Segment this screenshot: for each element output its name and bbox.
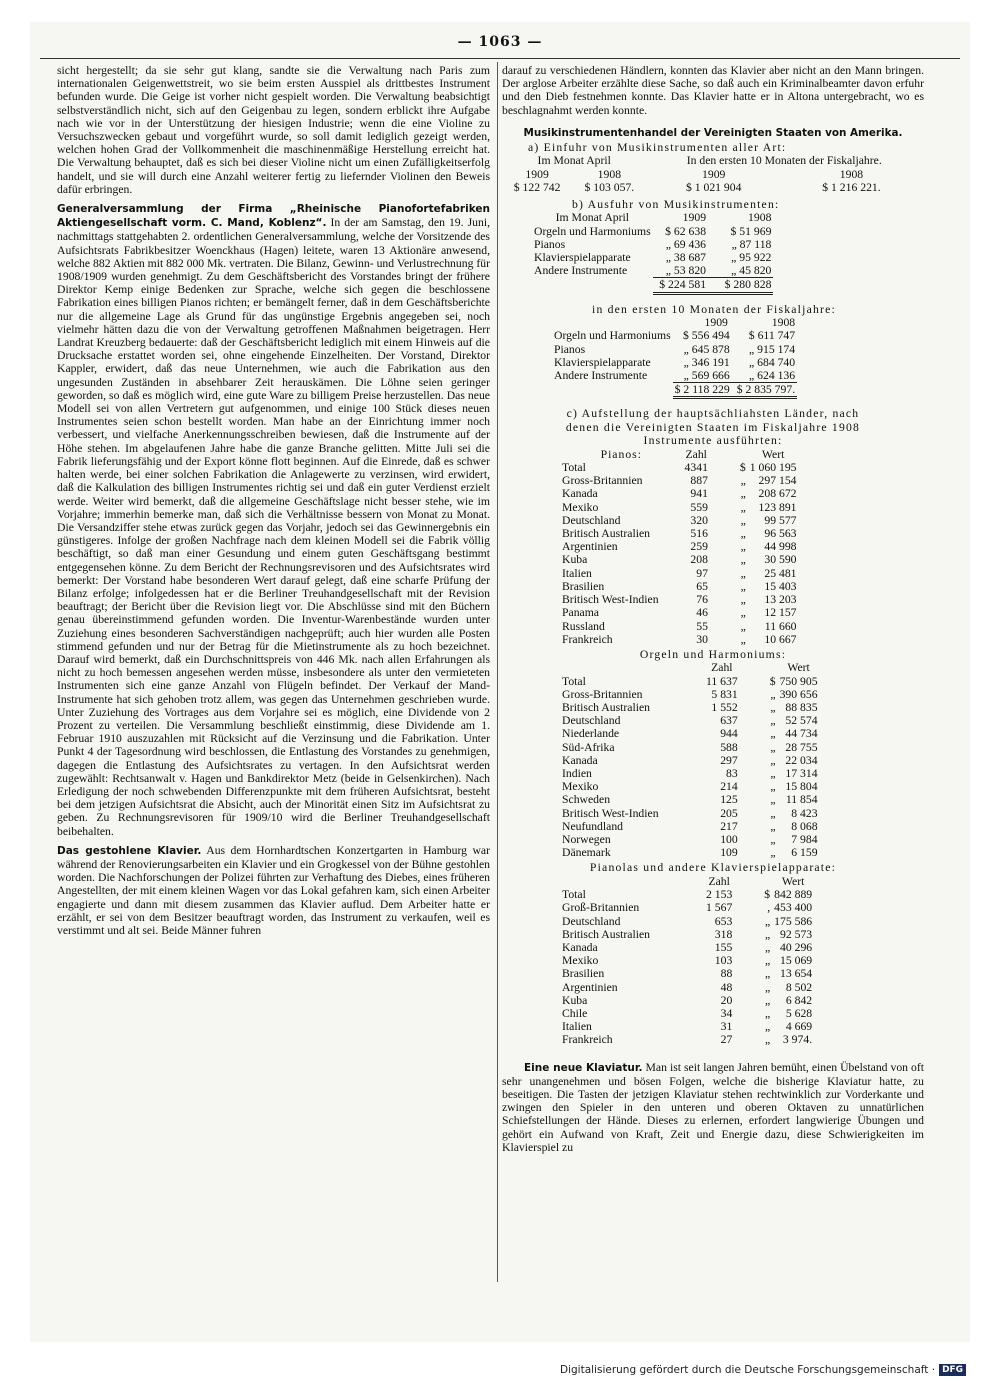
count-cell: 214 xyxy=(720,780,738,794)
table-row xyxy=(560,461,799,474)
stolen-piano-continuation: darauf zu verschiedenen Händlern, konnten das Klavier aber nicht an den Mann bringen. Der arglose Arbeiter erzählte diese Sache, so daß auch ein Kriminalbeamter davon erfuhr und den Dieb festnehmen konnte. Das Klavier hatte er in Altona untergebracht, wo es beschlagnahmt werden konnte. xyxy=(502,64,924,117)
table-row xyxy=(560,593,799,606)
value-cell: 44 734 xyxy=(785,727,818,741)
count-cell: 48 xyxy=(720,980,733,994)
value-cell: 12 157 xyxy=(764,606,797,620)
country-cell: Russland xyxy=(562,619,605,633)
table-row xyxy=(560,846,820,859)
country-cell: Mexiko xyxy=(562,954,599,968)
currency-cell: „ xyxy=(770,833,776,847)
count-cell: 944 xyxy=(720,727,738,741)
export-fiscal-table xyxy=(552,316,797,399)
general-meeting-body: In der am Samstag, den 19. Juni, nachmittags stattgehabten 2. ordentlichen Generalversammlung, welche der Vorsitzende des Aufsichtsrats Fabrikbesitzer Woenckhaus (Hagen) leitete, waren 13 Aktionäre anwesend, welche 882 Aktien mit 882 000 Mk. vertraten. Die Bilanz, Gewinn- und Verlustrechnung für 1908/1909 wurden genehmigt. Zu dem Geschäftsbericht des Vorstandes bringt der frühere Direktor Kemp einige Bedenken zur Sprache, welche sich gegen die beschlossene Fabrikation eines billigen Pianos richten; er bemängelt ferner, daß in dem Geschäftsberichte nur die allgemeine Lage als Grund für das ungünstige Ergebnis angegeben sei, noch vielmehr hätten dazu die von der Verwaltung getroffenen Maßnahmen beigetragen. Herr Landrat Kreuzberg bedauerte: daß der Geschäftsbericht lediglich mit einem Hinweis auf die Drucksache erstattet worden sei, ohne eingehende Einzelheiten. Der Vorstand, Direktor Kappler, erwidert, daß das neue Unternehmen, wie auch die Fabrikation aus den ungesunden Zuständen in absehbarer Zeit herauskämen. Die Löhne seien geringer geworden, so daß es möglich wird, eine gute Ware zu billigem Preise herzustellen. Das neue Modell sei von allen Vertretern gut aufgenommen, und einige 100 Stück dieses neuen Instrumentes seien schon bestellt worden. Man habe an der Einrichtung immer noch verbessert, und vielfache Anerkennungsschreiben bewiesen, daß die Instrumente auf der Höhe stehen. Im abgelaufenen Jahre habe die ganze Branche gelitten. Mitte Juli sei die Fabrik lieferungsfähig und der Export könne flott beginnen. Auf die Einrede, daß es schwer halten werde, bei einer solchen Fabrikation die Anlagewerte zu verzinsen, wird erwidert, daß die Kalkulation des billigen Instrumentes richtig sei und daß ein guter Verdienst erzielt werde. Weiter wird bemerkt, daß die allgemeine Geschäftslage nicht besser stehe, wie im Vorjahre; immerhin bemerke man, daß sich die Verhältnisse bessern von Monat zu Monat. Die Versandziffer stehe etwas zurück gegen das Vorjahr, jedoch sei das Gewinnergebnis ein günstigeres. Infolge der großen Nachfrage nach dem kleinen Modell sei die Fabrik völlig beschäftigt, so daß man einer Gesundung und einem guten Geschäftsgang bestimmt entgegensehen könne. Zu dem Bericht der Rechnungsrevisoren und des Aufsichtsrates wird bemerkt: Der Vorstand habe besonderen Wert darauf gelegt, daß eine scharfe Prüfung der Bilanz erfolge; infolgedessen hat er die Berliner Treuhandgesellschaft mit der Revision beauftragt; der Bericht über die Revision liegt vor. Die Abschlüsse sind mit den Büchern genau übereinstimmend gefunden worden. Die Inventur-Warenbestände wurden unter Zuziehung eines besonderen Sachverständigen nachgeprüft; auch hier wurden alle Posten stimmend gefunden und nur der Betrag für die Mietinstrumente als zu hoch bezeichnet. Darauf wird bemerkt, daß ein Durchschnittspreis von 446 Mk. nach allen Erfahrungen als nicht zu hoch bemessen angesehen werden müsse, insbesondere als unter den vermieteten Instrumenten sich eine ganze Anzahl von Flügeln befindet. Der Verkauf der Mand-Instrumente hat sich gehoben trotz allem, was gegen das Unternehmen geschrieben wurde. Unter Zuziehung des Vortrages aus dem Vorjahre sei es möglich, eine Dividende von 2 Prozent zu verteilen. Die Versammlung beschließt einstimmig, diese Dividende am 1. Februar 1910 auszuzahlen mit Rücksicht auf die Verzinsung und die Fabrikation. Unter Punkt 4 der Tagesordnung wird beschlossen, die Entlastung des Vorstandes zu genehmigen, dagegen die Entlastung des Aufsichtsrates zu vertagen. In den Aufsichtsrat werden zugewählt: Rechtsanwalt v. Hagen und Bankdirektor Metz (beide in Gelsenkirchen). Nach Erledigung der noch schwebenden Differenzpunkte mit dem früheren Aufsichtsrat, besteht bei dem jetzigen Aufsichtsrat die Absicht, auch der Minorität einen Sitz im Aufsichtsrat zu geben. Zu Rechnungsrevisoren für 1909/10 wird die Berliner Treuhandgesellschaft beibehalten. xyxy=(57,216,490,838)
table-row xyxy=(560,606,799,619)
currency-cell: „ xyxy=(764,1006,771,1020)
import-year: 1909 xyxy=(702,167,726,181)
country-cell: Argentinien xyxy=(562,980,618,994)
table-row: Pianos „ 645 878 „ 915 174 xyxy=(554,342,796,356)
currency-cell: „ xyxy=(770,806,776,820)
count-cell: 5 831 xyxy=(711,687,738,701)
export-fiscal-year-1908: 1908 xyxy=(771,316,796,330)
currency-cell: „ xyxy=(770,846,776,860)
table-row xyxy=(560,701,820,714)
table-row: Andere Instrumente „ 569 666 „ 624 136 xyxy=(554,368,796,382)
count-cell: 31 xyxy=(720,1020,733,1034)
wert-header: Wert xyxy=(787,661,810,675)
count-cell: 1 552 xyxy=(711,701,738,715)
table-row xyxy=(560,567,799,580)
count-cell: 637 xyxy=(720,714,738,728)
value-cell: 8 502 xyxy=(785,980,813,994)
currency-cell: „ xyxy=(764,967,771,981)
countries-title-line2: denen die Vereinigten Staaten im Fiskaljahre 1908 xyxy=(565,420,861,434)
country-cell: Britisch Australien xyxy=(562,701,650,715)
country-cell: Brasilien xyxy=(562,579,605,593)
currency-cell: „ xyxy=(770,780,776,794)
country-cell: Kanada xyxy=(562,753,598,767)
value-cell: 390 656 xyxy=(779,687,818,701)
count-cell: 109 xyxy=(720,846,738,860)
value-cell: 11 854 xyxy=(785,793,818,807)
count-cell: 88 xyxy=(720,967,733,981)
table-row xyxy=(560,981,814,994)
table-row xyxy=(560,688,820,701)
table-row xyxy=(560,793,820,806)
table-row xyxy=(560,527,799,540)
general-meeting-heading: Generalversammlung der Firma „Rheinische Pianofortefabriken Aktiengesellschaft vorm. C. Mand, Koblenz“. xyxy=(57,203,490,230)
zahl-header: Zahl xyxy=(711,661,733,675)
count-cell: 46 xyxy=(696,606,708,620)
value-cell: 8 068 xyxy=(791,819,818,833)
currency-cell: , xyxy=(767,901,771,915)
currency-cell: $ xyxy=(769,674,776,688)
count-cell: 208 xyxy=(690,553,708,567)
column-divider xyxy=(497,62,498,1282)
table-row: Pianos „ 69 436 „ 87 118 xyxy=(534,237,772,251)
pianolas-heading: Pianolas und andere Klavierspielapparate: xyxy=(589,861,837,875)
currency-cell: „ xyxy=(764,993,771,1007)
currency-cell: „ xyxy=(740,632,746,646)
value-cell: 123 891 xyxy=(758,500,797,514)
value-cell: 208 672 xyxy=(758,487,797,501)
country-cell: Chile xyxy=(562,1006,588,1020)
table-row xyxy=(560,967,814,980)
count-cell: 83 xyxy=(726,767,738,781)
country-cell: Deutschland xyxy=(562,513,621,527)
import-year: 1908 xyxy=(597,167,622,181)
country-cell: Britisch Australien xyxy=(562,527,650,541)
country-cell: Dänemark xyxy=(562,846,611,860)
country-cell: Kuba xyxy=(562,993,588,1007)
value-cell: 750 905 xyxy=(779,674,818,688)
value-cell: 28 755 xyxy=(785,740,818,754)
value-cell: 30 590 xyxy=(764,553,797,567)
country-cell: Kuba xyxy=(562,553,588,567)
value-cell: 1 060 195 xyxy=(749,461,797,475)
currency-cell: „ xyxy=(764,940,771,954)
country-cell: Argentinien xyxy=(562,540,618,554)
country-cell: Frankreich xyxy=(562,632,613,646)
page-number: — 1063 — xyxy=(457,34,543,50)
organs-heading: Orgeln und Harmoniums: xyxy=(639,647,787,661)
currency-cell: „ xyxy=(740,527,746,541)
table-row xyxy=(560,675,820,688)
count-cell: 653 xyxy=(714,914,733,928)
count-cell: 76 xyxy=(696,593,708,607)
value-cell: 40 296 xyxy=(779,940,813,954)
country-cell: Gross-Britannien xyxy=(562,474,643,488)
table-row xyxy=(560,767,820,780)
country-cell: Deutschland xyxy=(562,914,621,928)
violin-paragraph: sicht hergestellt; da sie sehr gut klang, sandte sie die Verwaltung nach Paris zum internationalen Geigenwettstreit, wo sie beim ersten Ausspiel als drittbestes Instrument befunden wurde. Die Geige ist vorher nicht gespielt worden. Die Verwaltung beabsichtigt selbstverständlich nicht, sich auf den Geigenbau zu legen, sondern erblickt ihre Aufgabe nach wie vor in der Unterstützung der hiesigen Industrie; wenn die eine Violine zu Versuchszwecken gebaut und vorgeführt wurde, so soll damit lediglich gezeigt werden, welchen hohen Grad der Vollkommenheit die maschinenmäßige Herstellung erreicht hat. Die Verwaltung behauptet, daß es sich bei dieser Violine nicht um einen Zufälligkeitserfolg handelt, und sie will durch eine Anzahl weiterer fertig zu liefernder Violinen den Beweis dafür erbringen. xyxy=(57,64,490,196)
zahl-header: Zahl xyxy=(685,447,707,461)
table-row: Klavierspielapparate „ 346 191 „ 684 740 xyxy=(554,355,796,369)
table-row: Orgeln und Harmoniums $ 556 494 $ 611 747 xyxy=(554,329,796,343)
count-cell: 27 xyxy=(720,1033,733,1047)
currency-cell: „ xyxy=(740,579,746,593)
dfg-footer-text: Digitalisierung gefördert durch die Deutsche Forschungsgemeinschaft · xyxy=(560,1364,936,1376)
table-row xyxy=(560,915,814,928)
country-cell: Mexiko xyxy=(562,780,599,794)
count-cell: 297 xyxy=(720,753,738,767)
pianos-heading: Pianos: xyxy=(600,447,642,461)
import-year: 1908 xyxy=(839,167,864,181)
currency-cell: „ xyxy=(770,819,776,833)
table-row xyxy=(560,487,799,500)
country-cell: Brasilien xyxy=(562,967,605,981)
table-row xyxy=(560,928,814,941)
table-row xyxy=(560,741,820,754)
export-april-header: Im Monat April xyxy=(555,211,630,225)
countries-title-line3: Instrumente ausführten: xyxy=(643,434,783,448)
country-cell: Italien xyxy=(562,566,592,580)
count-cell: 320 xyxy=(690,513,708,527)
table-row xyxy=(560,633,799,646)
currency-cell: „ xyxy=(764,980,771,994)
table-row: Klavierspielapparate „ 38 687 „ 95 922 xyxy=(534,251,772,265)
count-cell: 887 xyxy=(690,474,708,488)
count-cell: 155 xyxy=(714,940,733,954)
value-cell: 99 577 xyxy=(764,513,797,527)
currency-cell: „ xyxy=(770,740,776,754)
country-cell: Panama xyxy=(562,606,599,620)
new-keyboard-article xyxy=(502,1061,924,1154)
currency-cell: „ xyxy=(740,593,746,607)
country-cell: Britisch Australien xyxy=(562,927,650,941)
table-row xyxy=(560,807,820,820)
table-row xyxy=(560,954,814,967)
value-cell: 15 069 xyxy=(779,954,813,968)
value-cell: 92 573 xyxy=(779,927,813,941)
wert-header: Wert xyxy=(781,874,805,888)
value-cell: 22 034 xyxy=(785,753,818,767)
currency-cell: „ xyxy=(770,687,776,701)
table-row xyxy=(560,1020,814,1033)
country-cell: Schweden xyxy=(562,793,611,807)
count-cell: 2 153 xyxy=(706,888,733,902)
left-column xyxy=(57,64,490,937)
value-cell: 96 563 xyxy=(764,527,797,541)
country-cell: Italien xyxy=(562,1020,592,1034)
count-cell: 11 637 xyxy=(706,674,738,688)
value-cell: 175 586 xyxy=(774,914,813,928)
currency-cell: „ xyxy=(740,566,746,580)
count-cell: 1 567 xyxy=(706,901,733,915)
count-cell: 103 xyxy=(714,954,733,968)
table-row: Andere Instrumente „ 53 820 „ 45 820 xyxy=(534,264,772,278)
currency-cell: „ xyxy=(770,753,776,767)
table-row xyxy=(560,501,799,514)
stolen-piano-heading: Das gestohlene Klavier. xyxy=(57,844,202,857)
currency-cell: „ xyxy=(740,500,746,514)
currency-cell: „ xyxy=(740,513,746,527)
currency-cell: $ xyxy=(739,461,746,475)
country-cell: Total xyxy=(562,674,586,688)
value-cell: 88 835 xyxy=(785,701,818,715)
export-april-table xyxy=(532,211,773,294)
value-cell: 3 974. xyxy=(782,1033,813,1047)
country-cell: Groß-Britannien xyxy=(562,901,640,915)
value-cell: 10 667 xyxy=(764,632,797,646)
value-cell: 15 804 xyxy=(785,780,818,794)
country-cell: Total xyxy=(562,461,586,475)
count-cell: 20 xyxy=(720,993,733,1007)
value-cell: 297 154 xyxy=(758,474,797,488)
currency-cell: „ xyxy=(764,1020,771,1034)
export-fiscal-title: in den ersten 10 Monaten der Fiskaljahre: xyxy=(592,302,836,316)
table-row xyxy=(560,780,820,793)
import-value: $ 103 057. xyxy=(584,180,635,194)
value-cell: 52 574 xyxy=(785,714,818,728)
currency-cell: „ xyxy=(764,954,771,968)
currency-cell: „ xyxy=(740,606,746,620)
countries-title-line1: c) Aufstellung der hauptsächliahsten Länder, nach xyxy=(566,407,860,421)
country-cell: Britisch West-Indien xyxy=(562,806,659,820)
count-cell: 559 xyxy=(690,500,708,514)
table-row xyxy=(560,540,799,553)
table-row xyxy=(560,620,799,633)
country-cell: Total xyxy=(562,888,586,902)
trade-section-title: Musikinstrumentenhandel der Vereinigten Staaten von Amerika. xyxy=(523,126,903,139)
country-cell: Mexiko xyxy=(562,500,599,514)
dfg-footer xyxy=(560,1364,966,1376)
table-row xyxy=(560,474,799,487)
currency-cell: „ xyxy=(764,1033,771,1047)
value-cell: 842 889 xyxy=(774,888,813,902)
country-cell: Kanada xyxy=(562,487,598,501)
currency-cell: „ xyxy=(740,474,746,488)
table-row xyxy=(560,820,820,833)
new-keyboard-body: Man ist seit langen Jahren bemüht, einen Übelstand von oft sehr unangenehmen und bösen Folgen, welche die bisherige Klaviatur hatte, zu beseitigen. Die Tasten der jetzigen Klaviatur stehen rechtwinklich zur Vorderkante und zwingen den Spieler in den unteren und oberen Oktaven zu unnatürlichen Schiefstellungen der Hände. Dieses zu erlernen, erfordert langwierige Übungen und gehört ein Aufwand von Kraft, Zeit und Energie dazu, diese Schwierigkeiten im Klavierspiel zu xyxy=(502,1060,925,1154)
currency-cell: $ xyxy=(764,888,771,902)
import-year: 1909 xyxy=(525,167,549,181)
currency-cell: „ xyxy=(764,927,771,941)
currency-cell: „ xyxy=(764,914,771,928)
value-cell: 25 481 xyxy=(764,566,797,580)
count-cell: 4341 xyxy=(684,461,708,475)
country-cell: Frankreich xyxy=(562,1033,613,1047)
table-row xyxy=(560,714,820,727)
country-cell: Kanada xyxy=(562,940,598,954)
count-cell: 100 xyxy=(720,833,738,847)
currency-cell: „ xyxy=(740,487,746,501)
wert-header: Wert xyxy=(761,447,785,461)
header-rule xyxy=(40,58,960,59)
export-fiscal-total: $ 2 118 229 $ 2 835 797. xyxy=(674,383,796,397)
table-row xyxy=(560,901,814,914)
value-cell: 453 400 xyxy=(774,901,813,915)
count-cell: 205 xyxy=(720,806,738,820)
general-meeting-article xyxy=(57,202,490,838)
country-cell: Britisch West-Indien xyxy=(562,593,659,607)
import-title: a) Einfuhr von Musikinstrumenten aller Art: xyxy=(528,140,787,154)
country-cell: Norwegen xyxy=(562,833,611,847)
count-cell: 259 xyxy=(690,540,708,554)
stolen-piano-article xyxy=(57,844,490,937)
dfg-logo: DFG xyxy=(939,1364,966,1376)
table-row xyxy=(560,941,814,954)
organs-table xyxy=(560,661,820,859)
table-row xyxy=(560,514,799,527)
value-cell: 7 984 xyxy=(791,833,818,847)
value-cell: 17 314 xyxy=(785,767,818,781)
table-row xyxy=(560,553,799,566)
value-cell: 6 842 xyxy=(785,993,813,1007)
count-cell: 65 xyxy=(696,579,708,593)
table-row xyxy=(560,994,814,1007)
count-cell: 516 xyxy=(690,527,708,541)
count-cell: 217 xyxy=(720,819,738,833)
currency-cell: „ xyxy=(740,619,746,633)
export-year-1908: 1908 xyxy=(748,211,772,225)
count-cell: 30 xyxy=(696,632,708,646)
new-keyboard-heading: Eine neue Klaviatur. xyxy=(524,1061,643,1074)
currency-cell: „ xyxy=(770,701,776,715)
table-row xyxy=(560,727,820,740)
export-april-total: $ 224 581 $ 280 828 xyxy=(532,278,773,293)
currency-cell: „ xyxy=(770,767,776,781)
value-cell: 4 669 xyxy=(785,1020,813,1034)
country-cell: Neufundland xyxy=(562,819,624,833)
currency-cell: „ xyxy=(770,727,776,741)
currency-cell: „ xyxy=(770,793,776,807)
value-cell: 8 423 xyxy=(791,806,818,820)
country-cell: Gross-Britannien xyxy=(562,687,643,701)
import-value: $ 122 742 xyxy=(513,180,561,194)
table-row xyxy=(560,1007,814,1020)
count-cell: 97 xyxy=(696,566,708,580)
export-title: b) Ausfuhr von Musikinstrumenten: xyxy=(572,197,780,211)
pianos-table xyxy=(560,448,799,646)
table-row xyxy=(560,754,820,767)
zahl-header: Zahl xyxy=(708,874,730,888)
count-cell: 318 xyxy=(714,927,733,941)
currency-cell: „ xyxy=(740,553,746,567)
value-cell: 6 159 xyxy=(791,846,818,860)
import-value: $ 1 021 904 xyxy=(685,180,742,194)
value-cell: 11 660 xyxy=(764,619,797,633)
count-cell: 55 xyxy=(696,619,708,633)
value-cell: 15 403 xyxy=(764,579,797,593)
import-table xyxy=(502,154,922,194)
count-cell: 588 xyxy=(720,740,738,754)
currency-cell: „ xyxy=(740,540,746,554)
table-row xyxy=(560,1033,814,1046)
count-cell: 125 xyxy=(720,793,738,807)
stolen-piano-body: Aus dem Hornhardtschen Konzertgarten in Hamburg war während der Renovierungsarbeiten ein Klavier und ein Grogkessel von der Bühne gestohlen worden. Die Nachforschungen der Polizei führten zur Verhaftung des Diebes, eines früheren Angestellten, der mit einem kleinen Wagen vor das Lokal gefahren kam, sich einen Arbeiter engagierte und dann mit diesem zusammen das Klavier auflud. Dem Arbeiter hatte er erzählt, er sei von dem Besitzer beauftragt worden, das Instrument zu verkaufen, weil es verstimmt und alt sei. Beide Männer fuhren xyxy=(57,843,491,937)
country-cell: Niederlande xyxy=(562,727,620,741)
import-fiscal-header: In den ersten 10 Monaten der Fiskaljahre. xyxy=(686,154,882,168)
table-row xyxy=(560,580,799,593)
value-cell: 13 654 xyxy=(779,967,813,981)
country-cell: Deutschland xyxy=(562,714,621,728)
value-cell: 5 628 xyxy=(785,1006,813,1020)
pianolas-table xyxy=(560,875,814,1047)
table-row xyxy=(560,833,820,846)
country-cell: Indien xyxy=(562,767,592,781)
right-column xyxy=(502,64,924,1154)
value-cell: 44 998 xyxy=(764,540,797,554)
import-month-header: Im Monat April xyxy=(537,154,611,168)
value-cell: 13 203 xyxy=(764,593,797,607)
export-fiscal-year-1909: 1909 xyxy=(704,316,728,330)
count-cell: 34 xyxy=(720,1006,733,1020)
country-cell: Süd-Afrika xyxy=(562,740,615,754)
table-row: Orgeln und Harmoniums $ 62 638 $ 51 969 xyxy=(534,224,772,238)
currency-cell: „ xyxy=(770,714,776,728)
export-year-1909: 1909 xyxy=(682,211,707,225)
table-row xyxy=(560,888,814,901)
count-cell: 941 xyxy=(690,487,708,501)
import-value: $ 1 216 221. xyxy=(822,180,881,194)
